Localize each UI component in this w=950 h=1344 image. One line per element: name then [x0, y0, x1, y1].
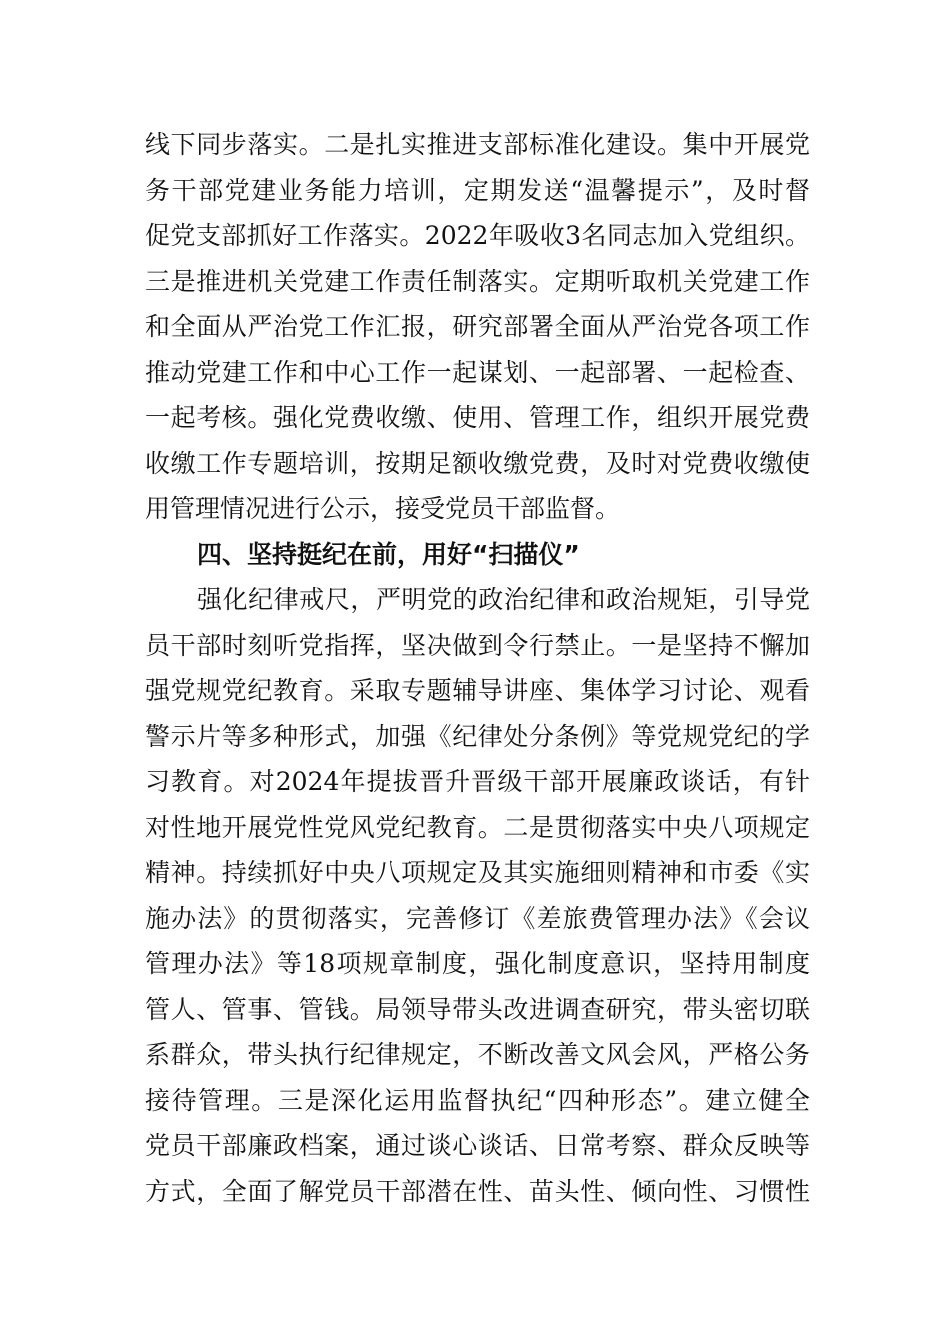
paragraph-line: 收缴工作专题培训，按期足额收缴党费，及时对党费收缴使 — [145, 448, 810, 478]
paragraph-line: 对性地开展党性党风党纪教育。二是贯彻落实中央八项规定 — [145, 812, 810, 842]
paragraph-line: 员干部时刻听党指挥，坚决做到令行禁止。一是坚持不懈加 — [145, 630, 810, 660]
paragraph-line: 一起考核。强化党费收缴、使用、管理工作，组织开展党费 — [145, 403, 810, 432]
paragraph-line: 党员干部廉政档案，通过谈心谈话、日常考察、群众反映等 — [145, 1131, 810, 1160]
paragraph-line: 系群众，带头执行纪律规定，不断改善文风会风，严格公务 — [145, 1040, 810, 1069]
paragraph-line: 促党支部抓好工作落实。2022年吸收3名同志加入党组织。 — [145, 221, 810, 250]
paragraph-line: 推动党建工作和中心工作一起谋划、一起部署、一起检查、 — [145, 357, 810, 387]
paragraph-line: 管人、管事、管钱。局领导带头改进调查研究，带头密切联 — [145, 994, 810, 1024]
paragraph-line: 用管理情况进行公示，接受党员干部监督。 — [145, 494, 621, 523]
paragraph-line: 三是推进机关党建工作责任制落实。定期听取机关党建工作 — [145, 266, 810, 296]
paragraph-line: 管理办法》等18项规章制度，强化制度意识，坚持用制度 — [145, 949, 810, 978]
paragraph-line: 方式，全面了解党员干部潜在性、苗头性、倾向性、习惯性 — [145, 1176, 810, 1206]
paragraph-line: 务干部党建业务能力培训，定期发送“温馨提示”，及时督 — [145, 175, 810, 205]
paragraph-line: 线下同步落实。二是扎实推进支部标准化建设。集中开展党 — [145, 130, 810, 159]
paragraph-line: 强化纪律戒尺，严明党的政治纪律和政治规矩，引导党 — [197, 585, 810, 614]
section-heading: 四、坚持挺纪在前，用好“扫描仪” — [197, 539, 580, 569]
paragraph-line: 警示片等多种形式，加强《纪律处分条例》等党规党纪的学 — [145, 721, 810, 751]
paragraph-line: 精神。持续抓好中央八项规定及其实施细则精神和市委《实 — [145, 858, 810, 887]
paragraph-line: 施办法》的贯彻落实，完善修订《差旅费管理办法》《会议 — [145, 903, 810, 933]
paragraph-line: 强党规党纪教育。采取专题辅导讲座、集体学习讨论、观看 — [145, 676, 810, 705]
paragraph-line: 和全面从严治党工作汇报，研究部署全面从严治党各项工作 — [145, 312, 810, 341]
paragraph-line: 接待管理。三是深化运用监督执纪“四种形态”。建立健全 — [145, 1085, 810, 1115]
document-body — [145, 122, 810, 1214]
paragraph-line: 习教育。对2024年提拔晋升晋级干部开展廉政谈话，有针 — [145, 767, 810, 796]
